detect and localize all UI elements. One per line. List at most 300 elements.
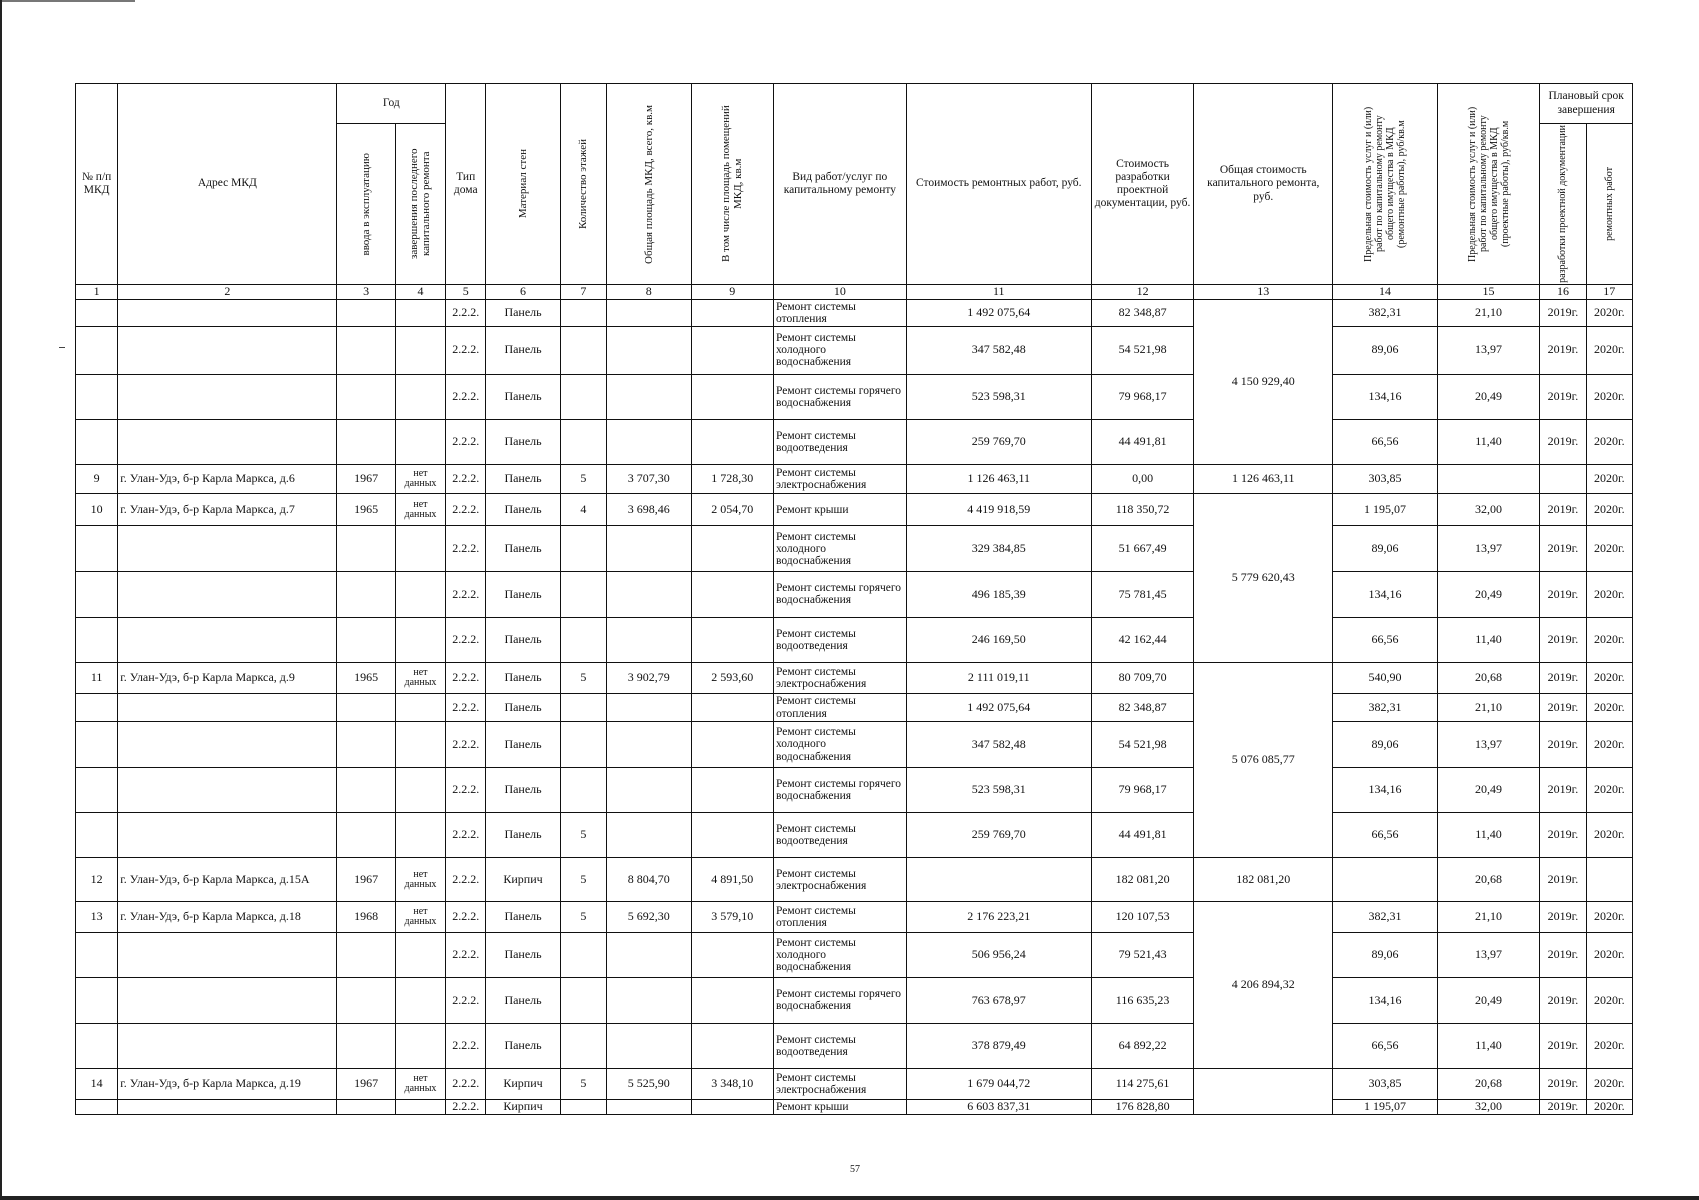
repair-cost-cell: 378 879,49 xyxy=(906,1023,1091,1068)
floors-cell xyxy=(560,1099,606,1114)
row-number-cell xyxy=(76,1099,118,1114)
repair-cost-cell: 506 956,24 xyxy=(906,933,1091,978)
header-total-cost: Общая стоимость капитального ремонта, руб. xyxy=(1194,84,1333,285)
year-repair-cell: нет данных xyxy=(395,1068,445,1099)
deadline-repair-cell: 2020г. xyxy=(1586,420,1632,465)
year-built-cell xyxy=(337,812,395,857)
work-type-cell: Ремонт системы горячего водоснабжения xyxy=(773,375,906,420)
column-number: 4 xyxy=(395,285,445,300)
limit-design-cell: 21,10 xyxy=(1437,693,1540,722)
design-cost-cell: 114 275,61 xyxy=(1091,1068,1194,1099)
row-number-cell xyxy=(76,933,118,978)
year-built-cell xyxy=(337,375,395,420)
row-number-cell: 14 xyxy=(76,1068,118,1099)
deadline-design-cell: 2019г. xyxy=(1540,722,1586,767)
column-numbers-row xyxy=(76,285,1633,300)
deadline-design-cell: 2019г. xyxy=(1540,858,1586,902)
deadline-repair-cell: 2020г. xyxy=(1586,526,1632,572)
year-repair-cell xyxy=(395,693,445,722)
year-repair-cell xyxy=(395,1099,445,1114)
house-type-cell: 2.2.2. xyxy=(446,572,486,617)
table-row xyxy=(76,902,1633,933)
premises-area-cell xyxy=(691,617,773,662)
year-built-cell xyxy=(337,722,395,767)
premises-area-cell xyxy=(691,526,773,572)
address-cell xyxy=(118,617,337,662)
work-type-cell: Ремонт системы водоотведения xyxy=(773,617,906,662)
floors-cell: 4 xyxy=(560,494,606,526)
header-year: Год xyxy=(337,84,446,124)
total-area-cell xyxy=(607,572,691,617)
address-cell xyxy=(118,300,337,327)
limit-repair-cell: 89,06 xyxy=(1333,526,1438,572)
address-cell xyxy=(118,420,337,465)
year-built-cell: 1965 xyxy=(337,494,395,526)
row-number-cell xyxy=(76,978,118,1023)
work-type-cell: Ремонт системы горячего водоснабжения xyxy=(773,978,906,1023)
repair-cost-cell: 523 598,31 xyxy=(906,375,1091,420)
total-area-cell xyxy=(607,978,691,1023)
deadline-repair-cell: 2020г. xyxy=(1586,722,1632,767)
design-cost-cell: 176 828,80 xyxy=(1091,1099,1194,1114)
address-cell: г. Улан-Удэ, б-р Карла Маркса, д.7 xyxy=(118,494,337,526)
address-cell xyxy=(118,812,337,857)
deadline-repair-cell: 2020г. xyxy=(1586,494,1632,526)
repair-cost-cell: 347 582,48 xyxy=(906,722,1091,767)
deadline-repair-cell: 2020г. xyxy=(1586,978,1632,1023)
year-repair-cell xyxy=(395,1023,445,1068)
column-number: 3 xyxy=(337,285,395,300)
deadline-repair-cell: 2020г. xyxy=(1586,1023,1632,1068)
deadline-repair-cell: 2020г. xyxy=(1586,1099,1632,1114)
deadline-repair-cell: 2020г. xyxy=(1586,662,1632,693)
house-type-cell: 2.2.2. xyxy=(446,662,486,693)
deadline-repair-cell: 2020г. xyxy=(1586,617,1632,662)
row-number-cell xyxy=(76,572,118,617)
year-repair-cell xyxy=(395,767,445,812)
column-number: 7 xyxy=(560,285,606,300)
year-repair-cell xyxy=(395,300,445,327)
total-area-cell xyxy=(607,933,691,978)
deadline-design-cell: 2019г. xyxy=(1540,1068,1586,1099)
row-number-cell xyxy=(76,300,118,327)
limit-design-cell: 20,49 xyxy=(1437,978,1540,1023)
total-area-cell: 5 525,90 xyxy=(607,1068,691,1099)
year-built-cell xyxy=(337,1099,395,1114)
year-repair-cell: нет данных xyxy=(395,662,445,693)
row-number-cell xyxy=(76,420,118,465)
total-cost-cell: 4 206 894,32 xyxy=(1194,902,1333,1068)
repair-cost-cell: 2 176 223,21 xyxy=(906,902,1091,933)
column-number: 1 xyxy=(76,285,118,300)
total-area-cell xyxy=(607,722,691,767)
year-repair-cell: нет данных xyxy=(395,465,445,494)
address-cell: г. Улан-Удэ, б-р Карла Маркса, д.15А xyxy=(118,858,337,902)
house-type-cell: 2.2.2. xyxy=(446,1023,486,1068)
floors-cell xyxy=(560,300,606,327)
table-row xyxy=(76,662,1633,693)
table-row xyxy=(76,420,1633,465)
limit-repair-cell: 134,16 xyxy=(1333,572,1438,617)
limit-design-cell xyxy=(1437,465,1540,494)
limit-repair-cell: 66,56 xyxy=(1333,617,1438,662)
house-type-cell: 2.2.2. xyxy=(446,1068,486,1099)
work-type-cell: Ремонт системы горячего водоснабжения xyxy=(773,767,906,812)
row-number-cell: 12 xyxy=(76,858,118,902)
table-row xyxy=(76,978,1633,1023)
design-cost-cell: 54 521,98 xyxy=(1091,326,1194,374)
premises-area-cell: 2 054,70 xyxy=(691,494,773,526)
repair-cost-cell: 763 678,97 xyxy=(906,978,1091,1023)
deadline-design-cell: 2019г. xyxy=(1540,375,1586,420)
header-premises-area: В том числе площадь помещений МКД, кв.м xyxy=(691,84,773,285)
design-cost-cell: 54 521,98 xyxy=(1091,722,1194,767)
premises-area-cell xyxy=(691,978,773,1023)
limit-repair-cell: 303,85 xyxy=(1333,465,1438,494)
total-area-cell xyxy=(607,812,691,857)
year-repair-cell: нет данных xyxy=(395,858,445,902)
table-row xyxy=(76,1099,1633,1114)
repair-cost-cell: 6 603 837,31 xyxy=(906,1099,1091,1114)
year-built-cell xyxy=(337,1023,395,1068)
total-cost-cell: 4 150 929,40 xyxy=(1194,300,1333,465)
repair-cost-cell: 496 185,39 xyxy=(906,572,1091,617)
deadline-design-cell: 2019г. xyxy=(1540,326,1586,374)
limit-design-cell: 13,97 xyxy=(1437,326,1540,374)
address-cell xyxy=(118,1099,337,1114)
header-floors: Количество этажей xyxy=(560,84,606,285)
deadline-design-cell: 2019г. xyxy=(1540,494,1586,526)
table-body xyxy=(76,300,1633,1115)
total-area-cell: 3 902,79 xyxy=(607,662,691,693)
year-built-cell: 1967 xyxy=(337,1068,395,1099)
table-row xyxy=(76,465,1633,494)
table-row xyxy=(76,933,1633,978)
year-repair-cell xyxy=(395,812,445,857)
address-cell xyxy=(118,326,337,374)
total-area-cell xyxy=(607,420,691,465)
premises-area-cell xyxy=(691,722,773,767)
header-type: Тип дома xyxy=(446,84,486,285)
column-number: 2 xyxy=(118,285,337,300)
limit-repair-cell: 382,31 xyxy=(1333,902,1438,933)
work-type-cell: Ремонт системы холодного водоснабжения xyxy=(773,933,906,978)
year-built-cell xyxy=(337,693,395,722)
design-cost-cell: 0,00 xyxy=(1091,465,1194,494)
limit-design-cell: 32,00 xyxy=(1437,494,1540,526)
year-repair-cell xyxy=(395,572,445,617)
design-cost-cell: 75 781,45 xyxy=(1091,572,1194,617)
floors-cell xyxy=(560,933,606,978)
year-built-cell xyxy=(337,326,395,374)
limit-design-cell: 11,40 xyxy=(1437,812,1540,857)
header-year-repair: завершения последнего капитального ремонта xyxy=(395,124,445,285)
table-row xyxy=(76,812,1633,857)
work-type-cell: Ремонт системы водоотведения xyxy=(773,420,906,465)
limit-design-cell: 21,10 xyxy=(1437,902,1540,933)
repair-cost-cell: 1 492 075,64 xyxy=(906,693,1091,722)
limit-repair-cell: 66,56 xyxy=(1333,420,1438,465)
deadline-design-cell: 2019г. xyxy=(1540,1099,1586,1114)
address-cell xyxy=(118,526,337,572)
wall-material-cell: Панель xyxy=(486,722,560,767)
premises-area-cell xyxy=(691,375,773,420)
floors-cell: 5 xyxy=(560,662,606,693)
wall-material-cell: Панель xyxy=(486,1023,560,1068)
wall-material-cell: Кирпич xyxy=(486,858,560,902)
total-area-cell xyxy=(607,1099,691,1114)
limit-design-cell: 20,49 xyxy=(1437,767,1540,812)
floors-cell xyxy=(560,767,606,812)
address-cell: г. Улан-Удэ, б-р Карла Маркса, д.6 xyxy=(118,465,337,494)
year-repair-cell xyxy=(395,420,445,465)
column-number: 15 xyxy=(1437,285,1540,300)
header-total-area: Общая площадь МКД, всего, кв.м xyxy=(607,84,691,285)
total-area-cell xyxy=(607,375,691,420)
year-built-cell xyxy=(337,300,395,327)
page-number: 57 xyxy=(850,1164,860,1175)
deadline-repair-cell: 2020г. xyxy=(1586,902,1632,933)
house-type-cell: 2.2.2. xyxy=(446,978,486,1023)
total-area-cell xyxy=(607,526,691,572)
limit-repair-cell: 382,31 xyxy=(1333,693,1438,722)
house-type-cell: 2.2.2. xyxy=(446,812,486,857)
limit-design-cell: 20,68 xyxy=(1437,662,1540,693)
work-type-cell: Ремонт системы электроснабжения xyxy=(773,465,906,494)
floors-cell xyxy=(560,617,606,662)
deadline-repair-cell xyxy=(1586,858,1632,902)
repair-cost-cell xyxy=(906,858,1091,902)
row-number-cell: 13 xyxy=(76,902,118,933)
address-cell: г. Улан-Удэ, б-р Карла Маркса, д.18 xyxy=(118,902,337,933)
limit-design-cell: 13,97 xyxy=(1437,933,1540,978)
limit-design-cell: 21,10 xyxy=(1437,300,1540,327)
total-cost-cell: 5 779 620,43 xyxy=(1194,494,1333,663)
limit-repair-cell: 66,56 xyxy=(1333,1023,1438,1068)
floors-cell: 5 xyxy=(560,1068,606,1099)
work-type-cell: Ремонт системы водоотведения xyxy=(773,1023,906,1068)
table-row xyxy=(76,572,1633,617)
year-repair-cell xyxy=(395,978,445,1023)
column-number: 13 xyxy=(1194,285,1333,300)
design-cost-cell: 82 348,87 xyxy=(1091,693,1194,722)
design-cost-cell: 79 521,43 xyxy=(1091,933,1194,978)
deadline-repair-cell: 2020г. xyxy=(1586,375,1632,420)
total-area-cell: 3 698,46 xyxy=(607,494,691,526)
header-design-cost: Стоимость разработки проектной документации, руб. xyxy=(1091,84,1194,285)
deadline-repair-cell: 2020г. xyxy=(1586,1068,1632,1099)
column-number: 8 xyxy=(607,285,691,300)
limit-repair-cell: 303,85 xyxy=(1333,1068,1438,1099)
year-repair-cell xyxy=(395,375,445,420)
floors-cell xyxy=(560,722,606,767)
year-repair-cell xyxy=(395,933,445,978)
deadline-design-cell: 2019г. xyxy=(1540,572,1586,617)
premises-area-cell xyxy=(691,1023,773,1068)
repair-cost-cell: 329 384,85 xyxy=(906,526,1091,572)
floors-cell xyxy=(560,693,606,722)
header-work-type: Вид работ/услуг по капитальному ремонту xyxy=(773,84,906,285)
year-built-cell: 1967 xyxy=(337,465,395,494)
header-deadline-repair: ремонтных работ xyxy=(1586,124,1632,285)
house-type-cell: 2.2.2. xyxy=(446,420,486,465)
limit-design-cell: 20,68 xyxy=(1437,1068,1540,1099)
total-area-cell xyxy=(607,300,691,327)
header-year-built: ввода в эксплуатацию xyxy=(337,124,395,285)
wall-material-cell: Панель xyxy=(486,767,560,812)
limit-design-cell: 13,97 xyxy=(1437,526,1540,572)
repair-cost-cell: 347 582,48 xyxy=(906,326,1091,374)
premises-area-cell xyxy=(691,1099,773,1114)
wall-material-cell: Панель xyxy=(486,375,560,420)
house-type-cell: 2.2.2. xyxy=(446,465,486,494)
deadline-repair-cell: 2020г. xyxy=(1586,812,1632,857)
work-type-cell: Ремонт системы холодного водоснабжения xyxy=(773,526,906,572)
table-row xyxy=(76,1068,1633,1099)
address-cell xyxy=(118,693,337,722)
work-type-cell: Ремонт системы электроснабжения xyxy=(773,662,906,693)
house-type-cell: 2.2.2. xyxy=(446,858,486,902)
floors-cell: 5 xyxy=(560,902,606,933)
deadline-design-cell: 2019г. xyxy=(1540,526,1586,572)
deadline-design-cell: 2019г. xyxy=(1540,617,1586,662)
row-number-cell xyxy=(76,1023,118,1068)
floors-cell xyxy=(560,1023,606,1068)
deadline-repair-cell: 2020г. xyxy=(1586,465,1632,494)
capital-repair-table xyxy=(75,83,1633,1115)
limit-design-cell: 20,68 xyxy=(1437,858,1540,902)
row-number-cell xyxy=(76,326,118,374)
year-repair-cell xyxy=(395,617,445,662)
floors-cell xyxy=(560,978,606,1023)
header-material: Материал стен xyxy=(486,84,560,285)
year-built-cell: 1967 xyxy=(337,858,395,902)
limit-repair-cell: 1 195,07 xyxy=(1333,1099,1438,1114)
table-row xyxy=(76,375,1633,420)
year-repair-cell xyxy=(395,722,445,767)
house-type-cell: 2.2.2. xyxy=(446,375,486,420)
premises-area-cell: 1 728,30 xyxy=(691,465,773,494)
deadline-design-cell: 2019г. xyxy=(1540,902,1586,933)
table-row xyxy=(76,767,1633,812)
limit-design-cell: 13,97 xyxy=(1437,722,1540,767)
house-type-cell: 2.2.2. xyxy=(446,526,486,572)
premises-area-cell xyxy=(691,812,773,857)
wall-material-cell: Панель xyxy=(486,420,560,465)
total-area-cell xyxy=(607,693,691,722)
design-cost-cell: 118 350,72 xyxy=(1091,494,1194,526)
work-type-cell: Ремонт системы отопления xyxy=(773,693,906,722)
wall-material-cell: Панель xyxy=(486,326,560,374)
margin-mark xyxy=(59,347,65,348)
design-cost-cell: 79 968,17 xyxy=(1091,767,1194,812)
wall-material-cell: Панель xyxy=(486,300,560,327)
deadline-repair-cell: 2020г. xyxy=(1586,300,1632,327)
top-scan-line xyxy=(0,0,135,2)
wall-material-cell: Панель xyxy=(486,933,560,978)
limit-repair-cell: 1 195,07 xyxy=(1333,494,1438,526)
year-repair-cell: нет данных xyxy=(395,494,445,526)
design-cost-cell: 44 491,81 xyxy=(1091,420,1194,465)
work-type-cell: Ремонт системы отопления xyxy=(773,902,906,933)
house-type-cell: 2.2.2. xyxy=(446,933,486,978)
row-number-cell xyxy=(76,526,118,572)
wall-material-cell: Панель xyxy=(486,617,560,662)
limit-repair-cell: 382,31 xyxy=(1333,300,1438,327)
column-number: 5 xyxy=(446,285,486,300)
premises-area-cell xyxy=(691,300,773,327)
header-limit-design: Предельная стоимость услуг и (или) работ по капитальному ремонту общего имущества в МКД (проектные работы), руб/кв.м xyxy=(1437,84,1540,285)
limit-repair-cell: 89,06 xyxy=(1333,326,1438,374)
wall-material-cell: Панель xyxy=(486,812,560,857)
repair-cost-cell: 1 492 075,64 xyxy=(906,300,1091,327)
deadline-design-cell: 2019г. xyxy=(1540,933,1586,978)
limit-repair-cell: 540,90 xyxy=(1333,662,1438,693)
limit-design-cell: 11,40 xyxy=(1437,420,1540,465)
premises-area-cell xyxy=(691,767,773,812)
deadline-design-cell: 2019г. xyxy=(1540,978,1586,1023)
limit-repair-cell: 66,56 xyxy=(1333,812,1438,857)
deadline-design-cell: 2019г. xyxy=(1540,662,1586,693)
wall-material-cell: Панель xyxy=(486,902,560,933)
repair-cost-cell: 1 126 463,11 xyxy=(906,465,1091,494)
limit-design-cell: 20,49 xyxy=(1437,375,1540,420)
design-cost-cell: 64 892,22 xyxy=(1091,1023,1194,1068)
column-number: 6 xyxy=(486,285,560,300)
table-row xyxy=(76,494,1633,526)
year-repair-cell: нет данных xyxy=(395,902,445,933)
address-cell xyxy=(118,978,337,1023)
deadline-design-cell xyxy=(1540,465,1586,494)
limit-design-cell: 11,40 xyxy=(1437,1023,1540,1068)
work-type-cell: Ремонт системы отопления xyxy=(773,300,906,327)
design-cost-cell: 80 709,70 xyxy=(1091,662,1194,693)
deadline-repair-cell: 2020г. xyxy=(1586,326,1632,374)
row-number-cell xyxy=(76,617,118,662)
total-area-cell: 8 804,70 xyxy=(607,858,691,902)
floors-cell xyxy=(560,375,606,420)
row-number-cell xyxy=(76,693,118,722)
house-type-cell: 2.2.2. xyxy=(446,693,486,722)
header-limit-repair: Предельная стоимость услуг и (или) работ по капитальному ремонту общего имущества в МКД (ремонтные работы), руб/кв.м xyxy=(1333,84,1438,285)
total-area-cell xyxy=(607,767,691,812)
address-cell xyxy=(118,1023,337,1068)
floors-cell xyxy=(560,572,606,617)
table-row xyxy=(76,326,1633,374)
repair-cost-cell: 259 769,70 xyxy=(906,812,1091,857)
repair-cost-cell: 259 769,70 xyxy=(906,420,1091,465)
deadline-design-cell: 2019г. xyxy=(1540,420,1586,465)
work-type-cell: Ремонт системы горячего водоснабжения xyxy=(773,572,906,617)
floors-cell: 5 xyxy=(560,465,606,494)
limit-repair-cell: 134,16 xyxy=(1333,978,1438,1023)
wall-material-cell: Панель xyxy=(486,465,560,494)
year-built-cell xyxy=(337,420,395,465)
header-deadline: Плановый срок завершения xyxy=(1540,84,1633,124)
total-area-cell: 5 692,30 xyxy=(607,902,691,933)
design-cost-cell: 120 107,53 xyxy=(1091,902,1194,933)
total-area-cell: 3 707,30 xyxy=(607,465,691,494)
left-scan-edge xyxy=(0,0,2,1200)
header-repair-cost: Стоимость ремонтных работ, руб. xyxy=(906,84,1091,285)
repair-cost-cell: 523 598,31 xyxy=(906,767,1091,812)
deadline-design-cell: 2019г. xyxy=(1540,300,1586,327)
total-area-cell xyxy=(607,1023,691,1068)
column-number: 9 xyxy=(691,285,773,300)
deadline-design-cell: 2019г. xyxy=(1540,812,1586,857)
house-type-cell: 2.2.2. xyxy=(446,722,486,767)
row-number-cell xyxy=(76,375,118,420)
